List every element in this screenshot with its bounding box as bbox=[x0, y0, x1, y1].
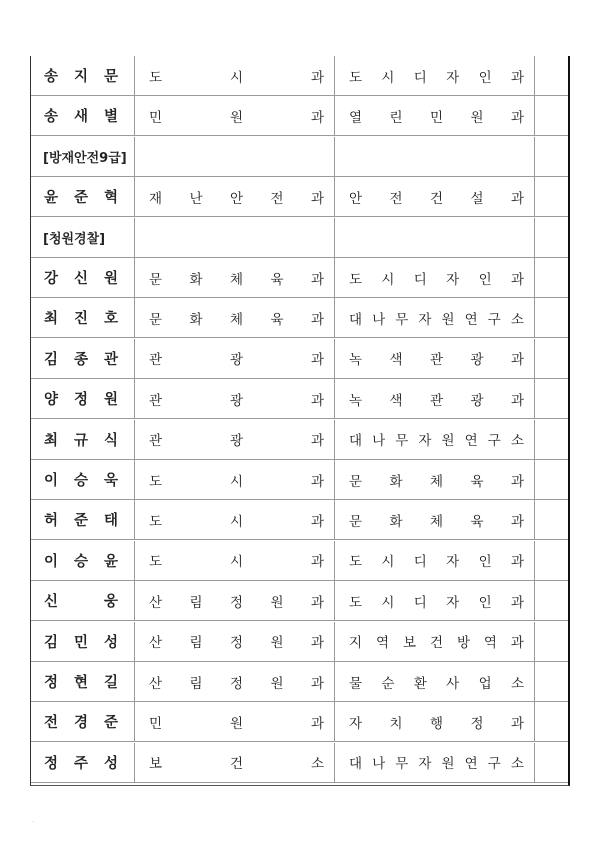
table-row bbox=[31, 56, 568, 96]
section-header-row bbox=[31, 218, 568, 258]
table-row bbox=[31, 743, 568, 783]
name-cell bbox=[31, 420, 131, 459]
name-cell bbox=[31, 298, 131, 337]
person-name: 신 웅 bbox=[44, 594, 118, 611]
section-label: [청원경찰] bbox=[43, 231, 106, 247]
previous-department: 민 원 과 bbox=[149, 109, 324, 126]
previous-department-cell bbox=[134, 581, 334, 620]
previous-department: 관 광 과 bbox=[149, 392, 324, 409]
previous-department: 민 원 과 bbox=[149, 715, 324, 732]
remarks-cell bbox=[534, 298, 568, 337]
previous-department: 산 림 정 원 과 bbox=[149, 594, 324, 611]
section-header-row bbox=[31, 137, 568, 177]
new-department: 안 전 건 설 과 bbox=[349, 190, 524, 207]
remarks-cell bbox=[534, 56, 568, 95]
previous-department-cell bbox=[134, 258, 334, 297]
new-department: 대 나 무 자 원 연 구 소 bbox=[349, 311, 524, 328]
remarks-cell bbox=[534, 743, 568, 782]
name-cell bbox=[31, 460, 131, 499]
new-department: 녹 색 관 광 과 bbox=[349, 392, 524, 409]
previous-department-cell bbox=[134, 177, 334, 216]
remarks-cell bbox=[534, 379, 568, 418]
previous-department: 산 림 정 원 과 bbox=[149, 675, 324, 692]
new-department-cell bbox=[334, 460, 534, 499]
new-department: 도 시 디 자 인 과 bbox=[349, 594, 524, 611]
new-department: 문 화 체 육 과 bbox=[349, 513, 524, 530]
table-row bbox=[31, 177, 568, 217]
person-name: 전 경 준 bbox=[44, 715, 118, 732]
name-cell bbox=[31, 379, 131, 418]
new-department-cell bbox=[334, 541, 534, 580]
previous-department: 문 화 체 육 과 bbox=[149, 271, 324, 288]
remarks-cell bbox=[534, 339, 568, 378]
remarks-cell bbox=[534, 662, 568, 701]
previous-department-cell bbox=[134, 702, 334, 741]
new-department-cell bbox=[334, 702, 534, 741]
table-row bbox=[31, 298, 568, 338]
remarks-cell bbox=[534, 581, 568, 620]
new-department: 대 나 무 자 원 연 구 소 bbox=[349, 756, 524, 773]
new-department-cell bbox=[334, 420, 534, 459]
person-name: 양 정 원 bbox=[44, 392, 118, 409]
previous-department-cell bbox=[134, 298, 334, 337]
previous-department-cell bbox=[134, 339, 334, 378]
name-cell bbox=[31, 258, 131, 297]
previous-department-cell bbox=[134, 218, 334, 257]
table-row bbox=[31, 541, 568, 581]
scan-mark: · bbox=[32, 818, 35, 826]
table-row bbox=[31, 622, 568, 662]
previous-department-cell bbox=[134, 420, 334, 459]
new-department-cell bbox=[334, 339, 534, 378]
new-department-cell bbox=[334, 622, 534, 661]
person-name: 최 진 호 bbox=[44, 311, 118, 328]
new-department-cell bbox=[334, 500, 534, 539]
previous-department-cell bbox=[134, 541, 334, 580]
section-label-cell bbox=[31, 218, 134, 257]
new-department: 도 시 디 자 인 과 bbox=[349, 554, 524, 571]
remarks-cell bbox=[534, 96, 568, 135]
new-department: 열 린 민 원 과 bbox=[349, 109, 524, 126]
remarks-cell bbox=[534, 541, 568, 580]
previous-department-cell bbox=[134, 137, 334, 176]
name-cell bbox=[31, 500, 131, 539]
name-cell bbox=[31, 96, 131, 135]
person-name: 김 종 관 bbox=[44, 351, 118, 368]
remarks-cell bbox=[534, 218, 568, 257]
new-department: 녹 색 관 광 과 bbox=[349, 352, 524, 369]
section-label-cell bbox=[31, 137, 134, 176]
new-department-cell bbox=[334, 258, 534, 297]
remarks-cell bbox=[534, 622, 568, 661]
previous-department-cell bbox=[134, 96, 334, 135]
person-name: 김 민 성 bbox=[44, 634, 118, 651]
table-row bbox=[31, 581, 568, 621]
new-department-cell bbox=[334, 96, 534, 135]
remarks-cell bbox=[534, 420, 568, 459]
new-department-cell bbox=[334, 581, 534, 620]
new-department-cell bbox=[334, 743, 534, 782]
previous-department-cell bbox=[134, 56, 334, 95]
new-department: 도 시 디 자 인 과 bbox=[349, 69, 524, 86]
person-name: 송 지 문 bbox=[44, 69, 118, 85]
table-row bbox=[31, 420, 568, 460]
new-department: 지 역 보 건 방 역 과 bbox=[349, 635, 524, 652]
person-name: 허 준 태 bbox=[44, 513, 118, 530]
new-department-cell bbox=[334, 379, 534, 418]
new-department: 도 시 디 자 인 과 bbox=[349, 271, 524, 288]
person-name: 강 신 원 bbox=[44, 271, 118, 287]
previous-department: 도 시 과 bbox=[149, 69, 324, 86]
previous-department-cell bbox=[134, 662, 334, 701]
remarks-cell bbox=[534, 137, 568, 176]
table-row bbox=[31, 702, 568, 742]
previous-department-cell bbox=[134, 500, 334, 539]
table-row bbox=[31, 258, 568, 298]
table-row bbox=[31, 96, 568, 136]
new-department: 물 순 환 사 업 소 bbox=[349, 675, 524, 692]
remarks-cell bbox=[534, 500, 568, 539]
remarks-cell bbox=[534, 258, 568, 297]
new-department-cell bbox=[334, 662, 534, 701]
table-row bbox=[31, 339, 568, 379]
person-name: 정 현 길 bbox=[44, 675, 118, 691]
person-name: 정 주 성 bbox=[44, 755, 118, 772]
name-cell bbox=[31, 177, 131, 216]
new-department-cell bbox=[334, 56, 534, 95]
new-department: 문 화 체 육 과 bbox=[349, 473, 524, 490]
name-cell bbox=[31, 581, 131, 620]
person-name: 윤 준 혁 bbox=[44, 190, 118, 207]
person-name: 이 승 욱 bbox=[44, 473, 118, 489]
name-cell bbox=[31, 662, 131, 701]
person-name: 이 승 윤 bbox=[44, 553, 118, 570]
new-department-cell bbox=[334, 137, 534, 176]
previous-department-cell bbox=[134, 743, 334, 782]
previous-department: 보 건 소 bbox=[149, 756, 324, 773]
previous-department-cell bbox=[134, 622, 334, 661]
previous-department: 산 림 정 원 과 bbox=[149, 635, 324, 652]
name-cell bbox=[31, 702, 131, 741]
previous-department: 문 화 체 육 과 bbox=[149, 311, 324, 328]
table-row bbox=[31, 379, 568, 419]
person-name: 송 새 별 bbox=[44, 109, 118, 126]
remarks-cell bbox=[534, 177, 568, 216]
remarks-cell bbox=[534, 460, 568, 499]
name-cell bbox=[31, 743, 131, 782]
previous-department-cell bbox=[134, 460, 334, 499]
section-label: [방재안전9급] bbox=[43, 150, 127, 166]
previous-department: 도 시 과 bbox=[149, 513, 324, 530]
new-department-cell bbox=[334, 177, 534, 216]
name-cell bbox=[31, 56, 131, 95]
name-cell bbox=[31, 622, 131, 661]
table-row bbox=[31, 460, 568, 500]
previous-department: 도 시 과 bbox=[149, 473, 324, 490]
previous-department: 관 광 과 bbox=[149, 352, 324, 369]
new-department: 자 치 행 정 과 bbox=[349, 715, 524, 732]
new-department: 대 나 무 자 원 연 구 소 bbox=[349, 433, 524, 450]
previous-department: 관 광 과 bbox=[149, 433, 324, 450]
previous-department: 도 시 과 bbox=[149, 554, 324, 571]
table-row bbox=[31, 500, 568, 540]
new-department-cell bbox=[334, 298, 534, 337]
remarks-cell bbox=[534, 702, 568, 741]
name-cell bbox=[31, 339, 131, 378]
new-department-cell bbox=[334, 218, 534, 257]
previous-department-cell bbox=[134, 379, 334, 418]
name-cell bbox=[31, 541, 131, 580]
person-name: 최 규 식 bbox=[44, 432, 118, 449]
previous-department: 재 난 안 전 과 bbox=[149, 190, 324, 207]
table-row bbox=[31, 662, 568, 702]
